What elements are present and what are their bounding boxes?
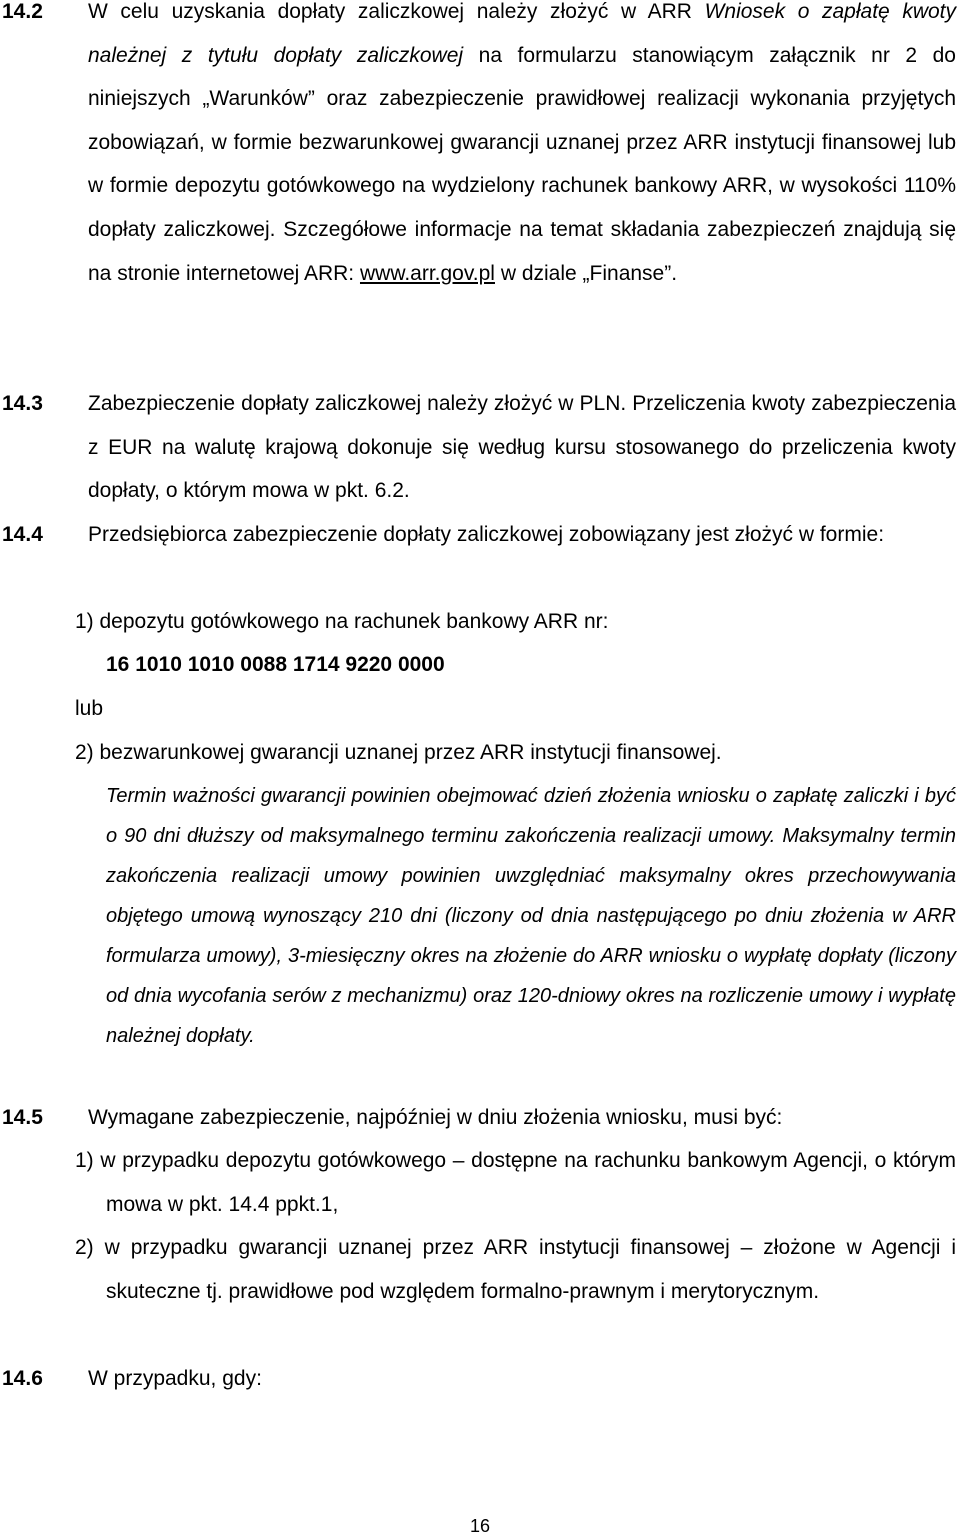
- arr-website-link[interactable]: www.arr.gov.pl: [359, 261, 495, 285]
- section-number-14-6: 14.6: [2, 1367, 43, 1390]
- section-14-4-text: Przedsiębiorca zabezpieczenie dopłaty zaliczkowej zobowiązany jest złożyć w formie:: [88, 523, 885, 546]
- section-number-14-4: 14.4: [2, 523, 43, 546]
- section-number-14-5: 14.5: [2, 1106, 43, 1129]
- section-14-2-part2: na formularzu stanowiącym załącznik nr 2 do niniejszych „Warunków” oraz zabezpieczenie prawidłowej realizacji wykonania przyjętych zobowiązań, w formie bezwarunkowej gwarancji uznanej przez ARR instytucji finansowej lub w formie depozytu gotówkowego na wydzielony rachunek bankowy ARR, w wysokości 110% dopłaty zaliczkowej. Szczegółowe informacje na temat składania zabezpieczeń znajdują się na stronie internetowej ARR:: [88, 43, 956, 285]
- requirement-item-2: 2) w przypadku gwarancji uznanej przez ARR instytucji finansowej – złożone w Agencji i skuteczne tj. prawidłowe pod względem formalno-prawnym i merytorycznym.: [75, 1236, 956, 1303]
- or-separator: lub: [75, 697, 104, 720]
- application-title: Wniosek o zapłatę kwoty należnej z tytułu dopłaty zaliczkowej: [88, 0, 957, 67]
- section-14-5-text: Wymagane zabezpieczenie, najpóźniej w dniu złożenia wniosku, musi być:: [88, 1106, 783, 1129]
- section-number-14-2: 14.2: [2, 0, 43, 23]
- requirement-item-1: 1) w przypadku depozytu gotówkowego – dostępne na rachunku bankowym Agencji, o którym mowa w pkt. 14.4 ppkt.1,: [75, 1149, 956, 1216]
- section-14-2-text: [88, 0, 956, 295]
- section-14-2-part1: W celu uzyskania dopłaty zaliczkowej należy złożyć w ARR: [88, 0, 705, 23]
- guarantee-validity-note: Termin ważności gwarancji powinien obejmować dzień złożenia wniosku o zapłatę zaliczki i być o 90 dni dłuższy od maksymalnego terminu zakończenia realizacji umowy. Maksymalny termin zakończenia realizacji umowy powinien uwzględniać maksymalny okres przechowywania objętego umową wynoszący 210 dni (liczony od dnia następującego po dniu złożenia w ARR formularza umowy), 3-miesięczny okres na złożenie do ARR wniosku o wypłatę dopłaty (liczony od dnia wycofania serów z mechanizmu) oraz 120-dniowy okres na rozliczenie umowy i wypłatę należnej dopłaty.: [106, 785, 956, 1047]
- section-14-2-part3: w dziale „Finanse”.: [494, 261, 678, 285]
- section-14-6-text: W przypadku, gdy:: [88, 1367, 262, 1390]
- section-14-3-text: Zabezpieczenie dopłaty zaliczkowej należy złożyć w PLN. Przeliczenia kwoty zabezpieczenia z EUR na walutę krajową dokonuje się według kursu stosowanego do przeliczenia kwoty dopłaty, o którym mowa w pkt. 6.2.: [88, 392, 956, 503]
- form-option-1: 1) depozytu gotówkowego na rachunek bankowy ARR nr:: [75, 610, 609, 633]
- section-number-14-3: 14.3: [2, 392, 43, 415]
- page-number: 16: [469, 1516, 491, 1536]
- bank-account-number: 16 1010 1010 0088 1714 9220 0000: [106, 653, 445, 676]
- form-option-2: 2) bezwarunkowej gwarancji uznanej przez ARR instytucji finansowej.: [75, 741, 722, 764]
